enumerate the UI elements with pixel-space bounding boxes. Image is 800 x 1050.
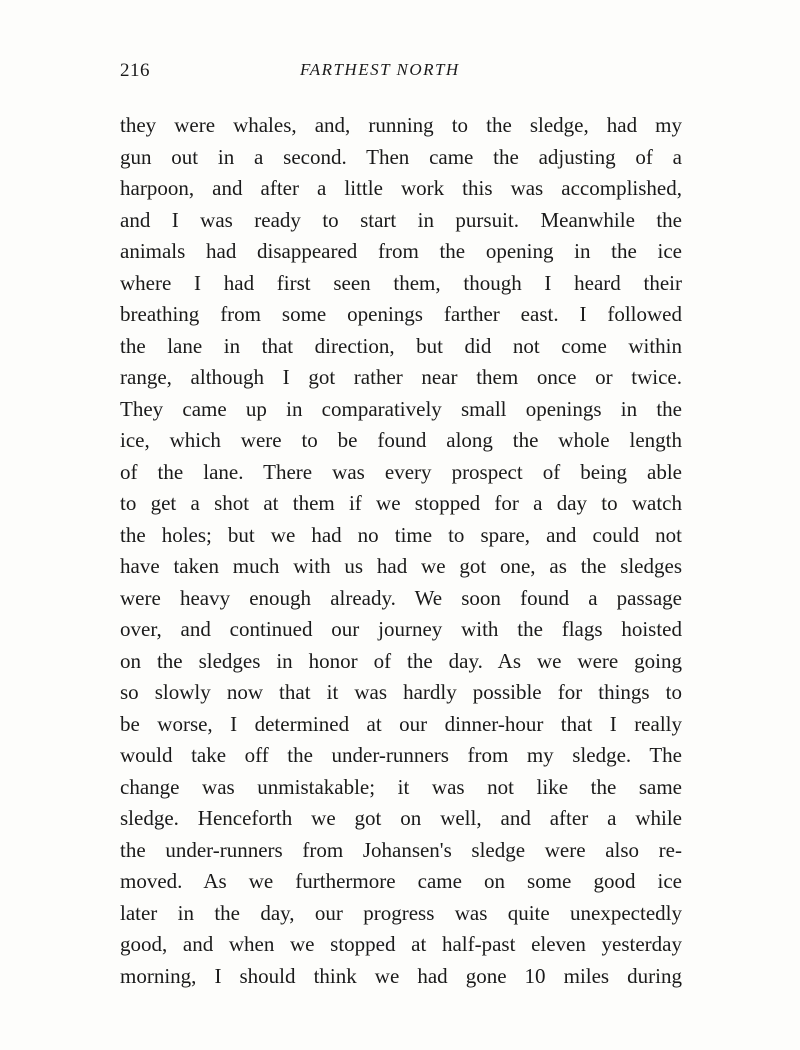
text-line: be worse, I determined at our dinner-hour that I really xyxy=(120,711,682,736)
text-line: later in the day, our progress was quite unexpectedly xyxy=(120,900,682,925)
text-line: and I was ready to start in pursuit. Meanwhile the xyxy=(120,207,682,232)
text-line: where I had first seen them, though I heard their xyxy=(120,270,682,295)
text-line: were heavy enough already. We soon found a passage xyxy=(120,585,682,610)
text-line: over, and continued our journey with the flags hoisted xyxy=(120,617,682,641)
body-text xyxy=(120,110,682,992)
text-line: they were whales, and, running to the sledge, had my xyxy=(120,113,682,137)
text-line: would take off the under-runners from my sledge. The xyxy=(120,743,682,767)
text-line: of the lane. There was every prospect of being able xyxy=(120,459,682,484)
text-line: range, although I got rather near them once or twice. xyxy=(120,365,682,389)
text-line: the holes; but we had no time to spare, and could not xyxy=(120,522,682,547)
text-line: good, and when we stopped at half-past eleven yesterday xyxy=(120,932,682,956)
text-line: They came up in comparatively small openings in the xyxy=(120,396,682,421)
text-line: sledge. Henceforth we got on well, and after a while xyxy=(120,806,682,830)
text-line: gun out in a second. Then came the adjusting of a xyxy=(120,144,682,169)
text-line: have taken much with us had we got one, as the sledges xyxy=(120,554,682,578)
page-number: 216 xyxy=(120,60,150,81)
text-line: ice, which were to be found along the whole length xyxy=(120,428,682,452)
text-line: the under-runners from Johansen's sledge were also re- xyxy=(120,837,682,862)
text-line: morning, I should think we had gone 10 miles during xyxy=(120,963,682,988)
text-line: to get a shot at them if we stopped for a day to watch xyxy=(120,491,682,515)
running-head xyxy=(120,60,680,90)
text-line: so slowly now that it was hardly possible for things to xyxy=(120,680,682,704)
text-line: the lane in that direction, but did not come within xyxy=(120,333,682,358)
text-line: animals had disappeared from the opening in the ice xyxy=(120,239,682,263)
running-title: FARTHEST NORTH xyxy=(300,60,460,79)
text-line: on the sledges in honor of the day. As we were going xyxy=(120,648,682,673)
text-line: breathing from some openings farther east. I followed xyxy=(120,302,682,326)
text-line: moved. As we furthermore came on some good ice xyxy=(120,869,682,893)
text-line: change was unmistakable; it was not like the same xyxy=(120,774,682,799)
text-line: harpoon, and after a little work this was accomplished, xyxy=(120,176,682,200)
